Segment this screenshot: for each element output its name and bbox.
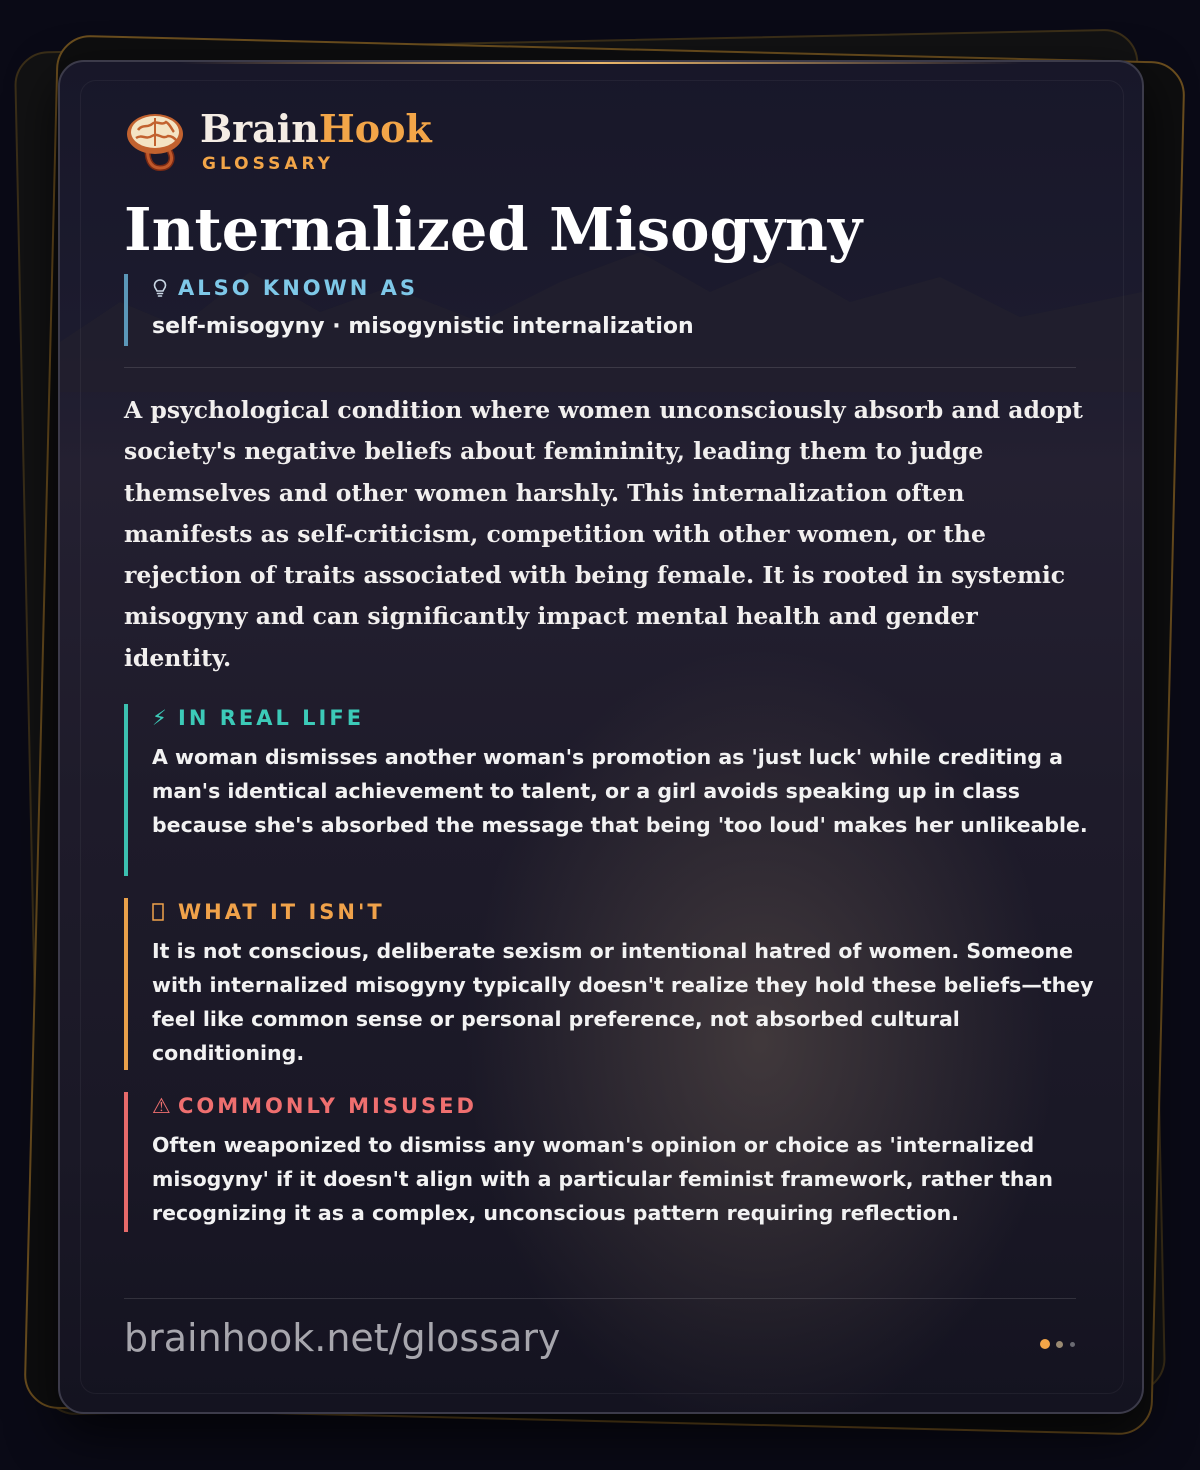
in-real-life-section [124,704,1104,876]
brand-name [200,106,432,151]
card-top-highlight [180,62,1022,64]
missing-glyph-icon [152,898,172,926]
commonly-misused-label: COMMONLY MISUSED [178,1094,477,1118]
also-known-as-label: ALSO KNOWN AS [178,276,419,300]
what-it-isnt-label: WHAT IT ISN'T [178,900,385,924]
also-known-as-heading [152,274,1104,302]
lightning-icon: ⚡ [152,706,167,730]
what-it-isnt-text: It is not conscious, deliberate sexism or intentional hatred of women. Someone with internalized misogyny typically doesn't realize they hold these beliefs—they feel like common sense or personal preference, not absorbed cultural conditioning. [152,939,1094,1065]
brand-name-part2: Hook [318,106,432,151]
brand-name-part1: Brain [200,106,319,151]
brand-subtitle: GLOSSARY [202,154,334,174]
in-real-life-text: A woman dismisses another woman's promotion as 'just luck' while crediting a man's identical achievement to talent, or a girl avoids speaking up in class because she's absorbed the message that being 'too loud' makes her unlikeable. [152,745,1088,837]
term-definition: A psychological condition where women unconsciously absorb and adopt society's negative beliefs about femininity, leading them to judge themselves and other women harshly. This internalization often manifests as self-criticism, competition with other women, or the rejection of traits associated with being female. It is rooted in systemic misogyny and can significantly impact mental health and gender identity. [124,396,1083,672]
what-it-isnt-section [124,898,1104,1070]
lightbulb-icon [152,274,172,302]
commonly-misused-section [124,1092,1104,1232]
footer-divider [124,1298,1076,1299]
in-real-life-label: IN REAL LIFE [178,706,365,730]
pagination-dot-active [1040,1339,1050,1349]
in-real-life-heading [152,704,1104,732]
term-title: Internalized Misogyny [124,195,863,264]
brain-hook-icon [124,110,186,172]
warning-icon: ⚠ [152,1094,171,1118]
section-divider [124,367,1076,368]
pagination-dots [1040,1338,1080,1350]
pagination-dot [1056,1341,1063,1348]
commonly-misused-text: Often weaponized to dismiss any woman's opinion or choice as 'internalized misogyny' if it doesn't align with a particular feminist framework, rather than recognizing it as a complex, unconscious pattern requiring reflection. [152,1133,1053,1225]
what-it-isnt-heading [152,898,1104,926]
pagination-dot [1070,1342,1075,1347]
commonly-misused-heading [152,1092,1104,1120]
also-known-as-text: self-misogyny · misogynistic internalization [152,314,694,339]
glossary-card [58,60,1144,1414]
footer-url[interactable]: brainhook.net/glossary [124,1316,561,1360]
also-known-as-section [124,274,1104,346]
